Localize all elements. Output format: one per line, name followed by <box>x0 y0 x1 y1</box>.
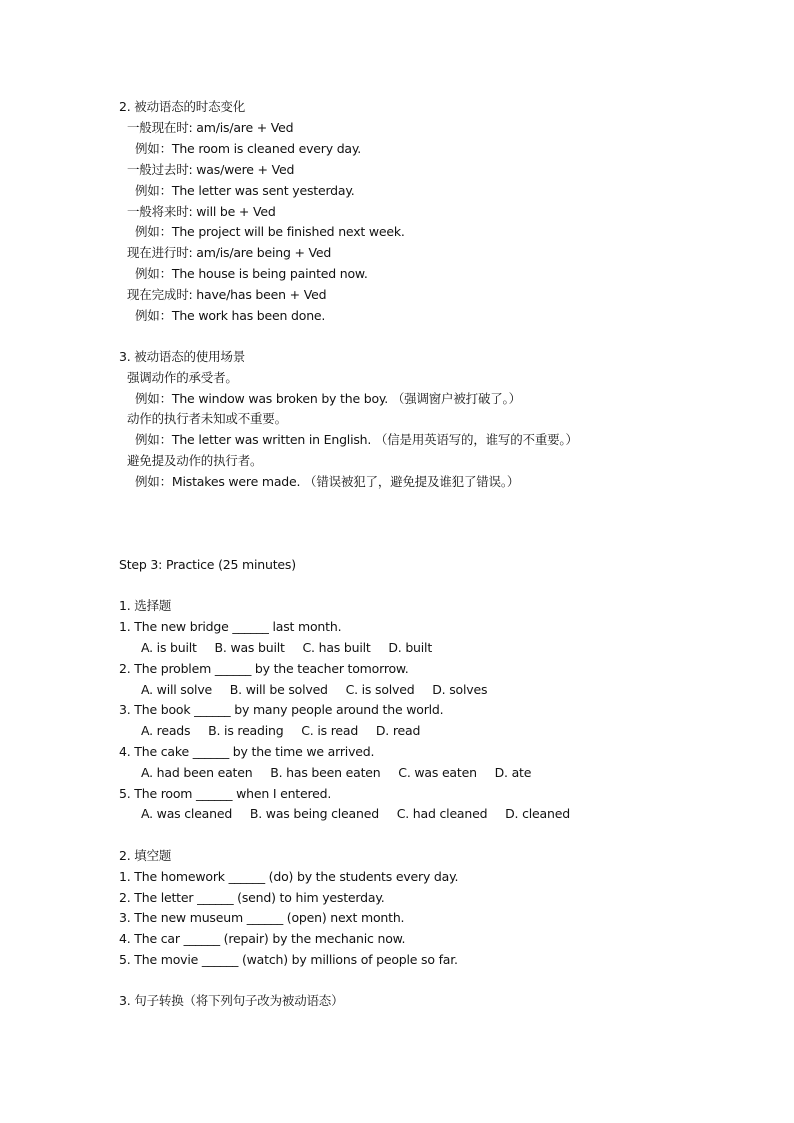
tense-rule: 一般现在时: am/is/are + Ved <box>127 120 294 135</box>
option-b: B. will be solved <box>229 682 328 697</box>
option-c: C. is solved <box>345 682 415 697</box>
transform-heading: 3. 句子转换（将下列句子改为被动语态） <box>119 993 344 1008</box>
choice-question: 5. The room ______ when I entered. <box>119 786 332 801</box>
option-c: C. has built <box>302 640 371 655</box>
option-d: D. solves <box>432 682 488 697</box>
fill-item: 4. The car ______ (repair) by the mechanic now. <box>119 931 406 946</box>
section2-heading: 2. 被动语态的时态变化 <box>119 99 246 114</box>
step3-title: Step 3: Practice (25 minutes) <box>119 557 296 572</box>
option-b: B. has been eaten <box>270 765 381 780</box>
choice-options <box>141 682 487 698</box>
scenario-example: 例如：The window was broken by the boy. （强调窗户被打破了。） <box>135 391 521 406</box>
option-a: A. was cleaned <box>141 806 233 821</box>
tense-rule: 现在完成时: have/has been + Ved <box>127 287 327 302</box>
choice-options <box>141 723 420 739</box>
option-a: A. had been eaten <box>141 765 253 780</box>
option-d: D. ate <box>494 765 532 780</box>
option-b: B. was being cleaned <box>249 806 379 821</box>
option-a: A. is built <box>141 640 197 655</box>
option-c: C. had cleaned <box>396 806 488 821</box>
choice-question: 4. The cake ______ by the time we arrived. <box>119 744 375 759</box>
tense-example: 例如：The work has been done. <box>135 308 326 323</box>
tense-rule: 一般过去时: was/were + Ved <box>127 162 295 177</box>
tense-example: 例如：The room is cleaned every day. <box>135 141 362 156</box>
choice-question: 3. The book ______ by many people around the world. <box>119 702 444 717</box>
scenario-example: 例如：The letter was written in English. （信是用英语写的，谁写的不重要。） <box>135 432 578 447</box>
fill-item: 5. The movie ______ (watch) by millions of people so far. <box>119 952 458 967</box>
option-d: D. cleaned <box>505 806 570 821</box>
choice-options <box>141 640 432 656</box>
scenario-point: 强调动作的承受者。 <box>127 370 238 385</box>
tense-rule: 一般将来时: will be + Ved <box>127 204 276 219</box>
option-c: C. was eaten <box>398 765 477 780</box>
choice-question: 1. The new bridge ______ last month. <box>119 619 342 634</box>
fill-item: 2. The letter ______ (send) to him yesterday. <box>119 890 385 905</box>
option-b: B. is reading <box>208 723 284 738</box>
fill-item: 1. The homework ______ (do) by the students every day. <box>119 869 459 884</box>
choice-heading: 1. 选择题 <box>119 598 172 613</box>
option-b: B. was built <box>214 640 285 655</box>
fill-item: 3. The new museum ______ (open) next month. <box>119 910 405 925</box>
choice-options <box>141 806 570 822</box>
scenario-example: 例如：Mistakes were made. （错误被犯了，避免提及谁犯了错误。） <box>135 474 520 489</box>
choice-options <box>141 765 531 781</box>
section3-heading: 3. 被动语态的使用场景 <box>119 349 246 364</box>
choice-question: 2. The problem ______ by the teacher tomorrow. <box>119 661 409 676</box>
tense-rule: 现在进行时: am/is/are being + Ved <box>127 245 332 260</box>
tense-example: 例如：The house is being painted now. <box>135 266 368 281</box>
option-a: A. will solve <box>141 682 213 697</box>
tense-example: 例如：The project will be finished next week. <box>135 224 405 239</box>
scenario-point: 避免提及动作的执行者。 <box>127 453 263 468</box>
scenario-point: 动作的执行者未知或不重要。 <box>127 411 287 426</box>
option-a: A. reads <box>141 723 191 738</box>
fill-heading: 2. 填空题 <box>119 848 172 863</box>
option-d: D. built <box>388 640 433 655</box>
option-c: C. is read <box>301 723 359 738</box>
option-d: D. read <box>375 723 421 738</box>
tense-example: 例如：The letter was sent yesterday. <box>135 183 355 198</box>
